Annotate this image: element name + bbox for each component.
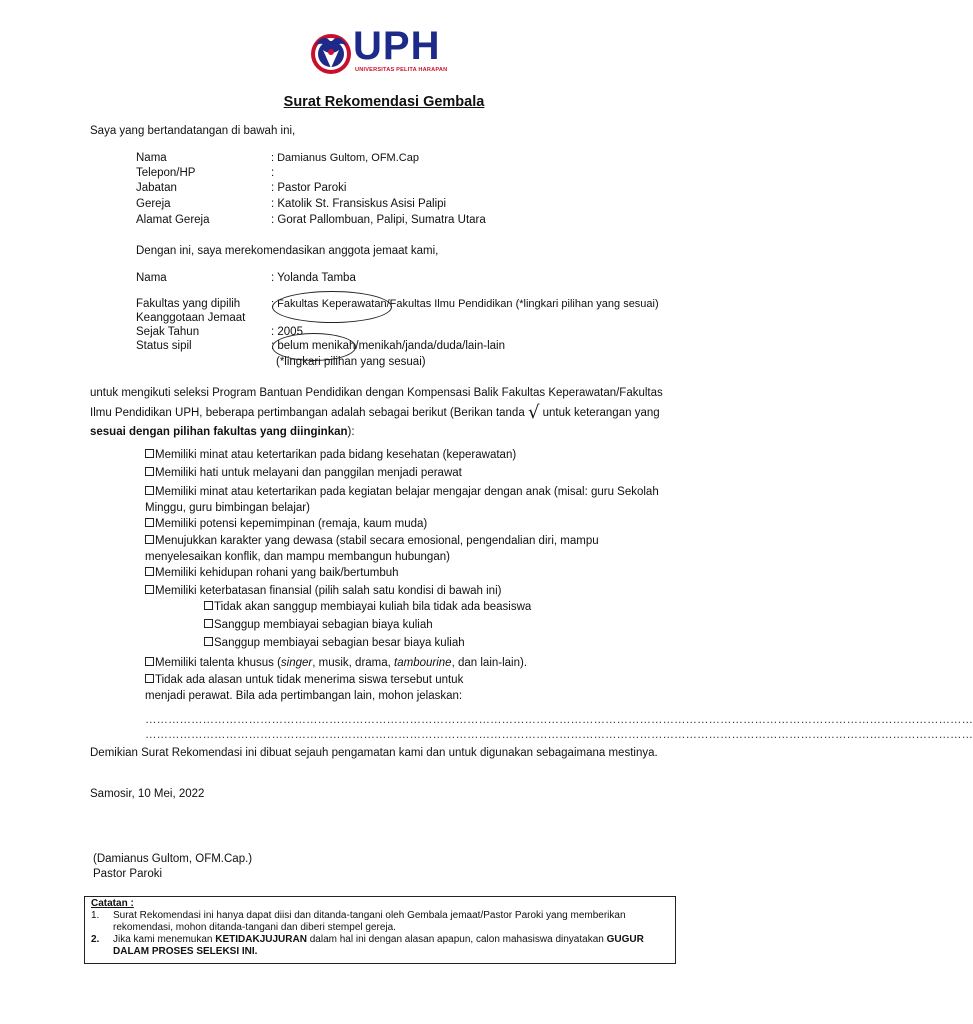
criteria-item-7[interactable]: Memiliki keterbatasan finansial (pilih salah satu kondisi di bawah ini) bbox=[145, 583, 675, 599]
note-1-number: 1. bbox=[91, 910, 100, 921]
body-paragraph-end: ): bbox=[347, 426, 355, 438]
signer-phone-label: Telepon/HP bbox=[136, 167, 196, 179]
signer-address-value: : Gorat Pallombuan, Palipi, Sumatra Utara bbox=[271, 214, 486, 226]
faculty-label: Fakultas yang dipilih bbox=[136, 298, 241, 310]
checkbox-icon[interactable] bbox=[145, 657, 154, 666]
notes-box bbox=[84, 896, 676, 964]
checkbox-icon[interactable] bbox=[145, 674, 154, 683]
membership-label: Keanggotaan Jemaat bbox=[136, 312, 246, 324]
checkbox-icon[interactable] bbox=[145, 567, 154, 576]
checkbox-icon[interactable] bbox=[145, 518, 154, 527]
body-paragraph bbox=[90, 384, 666, 442]
criteria-item-talent[interactable]: Memiliki talenta khusus (singer, musik, drama, tambourine, dan lain-lain). bbox=[145, 655, 675, 671]
signature-name: (Damianus Gultom, OFM.Cap.) bbox=[93, 853, 253, 865]
signer-position-value: : Pastor Paroki bbox=[271, 182, 347, 194]
checkbox-icon[interactable] bbox=[204, 637, 213, 646]
body-paragraph-part2: untuk keterangan yang bbox=[542, 407, 660, 419]
since-year-label: Sejak Tahun bbox=[136, 326, 200, 338]
financial-option-1[interactable]: Tidak akan sanggup membiayai kuliah bila tidak ada beasiswa bbox=[204, 601, 531, 613]
logo-subtext: UNIVERSITAS PELITA HARAPAN bbox=[355, 67, 448, 73]
member-name-label: Nama bbox=[136, 272, 167, 284]
criteria-item-no-reason[interactable]: Tidak ada alasan untuk tidak menerima siswa tersebut untuk menjadi perawat. Bila ada pertimbangan lain, mohon jelaskan: bbox=[145, 674, 464, 702]
document-title: Surat Rekomendasi Gembala bbox=[283, 94, 485, 110]
note-2-text: Jika kami menemukan KETIDAKJUJURAN dalam hal ini dengan alasan apapun, calon mahasiswa dinyatakan GUGUR DALAM PROSES SELEKSI INI. bbox=[113, 934, 644, 957]
note-1-text: Surat Rekomendasi ini hanya dapat diisi dan ditanda-tangani oleh Gembala jemaat/Pastor Paroki yang memberikan rekomendasi, mohon ditanda-tangani dan diberi stempel gereja. bbox=[113, 910, 626, 933]
signer-church-label: Gereja bbox=[136, 198, 171, 210]
checkbox-icon[interactable] bbox=[145, 467, 154, 476]
checkbox-icon[interactable] bbox=[145, 585, 154, 594]
signer-address-label: Alamat Gereja bbox=[136, 214, 210, 226]
since-year-value: : 2005 bbox=[271, 326, 303, 338]
civil-status-value: : belum menikah/menikah/janda/duda/lain-lain bbox=[271, 340, 505, 352]
check-mark-icon: √ bbox=[527, 402, 540, 423]
intro-text: Saya yang bertandatangan di bawah ini, bbox=[90, 125, 296, 137]
criteria-item-1[interactable]: Memiliki minat atau ketertarikan pada bidang kesehatan (keperawatan) bbox=[145, 447, 675, 463]
place-date: Samosir, 10 Mei, 2022 bbox=[90, 788, 205, 800]
recommend-intro: Dengan ini, saya merekomendasikan anggota jemaat kami, bbox=[136, 245, 439, 257]
checkbox-icon[interactable] bbox=[204, 601, 213, 610]
signature-position: Pastor Paroki bbox=[93, 868, 163, 880]
signer-name-label: Nama bbox=[136, 152, 167, 164]
signer-name-value: : Damianus Gultom, OFM.Cap bbox=[271, 152, 419, 164]
uph-emblem-icon bbox=[309, 28, 353, 78]
criteria-item-4[interactable]: Memiliki potensi kepemimpinan (remaja, kaum muda) bbox=[145, 516, 675, 532]
explanation-line-2[interactable]: ……………………………………………………………………………………………………………………………………………………………………………………………… bbox=[145, 729, 973, 741]
body-paragraph-bold: sesuai dengan pilihan fakultas yang diinginkan bbox=[90, 426, 348, 438]
faculty-choice-circle bbox=[272, 291, 392, 323]
financial-option-2[interactable]: Sanggup membiayai sebagian biaya kuliah bbox=[204, 619, 433, 631]
note-2-number: 2. bbox=[91, 934, 100, 945]
explanation-line-1[interactable]: ……………………………………………………………………………………………………………………………………………………………………………………………… bbox=[145, 714, 973, 726]
closing-text: Demikian Surat Rekomendasi ini dibuat sejauh pengamatan kami dan untuk digunakan sebagaimana mestinya. bbox=[90, 747, 658, 759]
body-paragraph-part1: untuk mengikuti seleksi Program Bantuan Pendidikan dengan Kompensasi Balik Fakultas Keperawatan/Fakultas Ilmu Pendidikan UPH, beberapa pertimbangan adalah sebagai berikut (Berikan tanda bbox=[90, 387, 663, 419]
signer-phone-value: : bbox=[271, 167, 275, 179]
criteria-item-5[interactable]: Menujukkan karakter yang dewasa (stabil secara emosional, pengendalian diri, mampu menyelesaikan konflik, dan mampu membangun hubungan) bbox=[145, 535, 599, 563]
criteria-item-3[interactable]: Memiliki minat atau ketertarikan pada kegiatan belajar mengajar dengan anak (misal: guru Sekolah Minggu, guru bimbingan belajar) bbox=[145, 486, 659, 514]
logo-text: UPH bbox=[353, 24, 441, 68]
checkbox-icon[interactable] bbox=[204, 619, 213, 628]
civil-status-label: Status sipil bbox=[136, 340, 192, 352]
criteria-item-6[interactable]: Memiliki kehidupan rohani yang baik/bertumbuh bbox=[145, 565, 675, 581]
financial-option-3[interactable]: Sanggup membiayai sebagian besar biaya kuliah bbox=[204, 637, 465, 649]
signer-church-value: : Katolik St. Fransiskus Asisi Palipi bbox=[271, 198, 447, 210]
signer-position-label: Jabatan bbox=[136, 182, 177, 194]
checkbox-icon[interactable] bbox=[145, 486, 154, 495]
checkbox-icon[interactable] bbox=[145, 449, 154, 458]
uph-logo bbox=[309, 24, 451, 78]
notes-title: Catatan : bbox=[91, 898, 134, 909]
civil-status-note: (*lingkari pilihan yang sesuai) bbox=[276, 356, 426, 368]
faculty-value: : Fakultas Keperawatan/Fakultas Ilmu Pendidikan (*lingkari pilihan yang sesuai) bbox=[271, 298, 659, 310]
member-name-value: : Yolanda Tamba bbox=[271, 272, 356, 284]
checkbox-icon[interactable] bbox=[145, 535, 154, 544]
criteria-item-2[interactable]: Memiliki hati untuk melayani dan panggilan menjadi perawat bbox=[145, 465, 675, 481]
